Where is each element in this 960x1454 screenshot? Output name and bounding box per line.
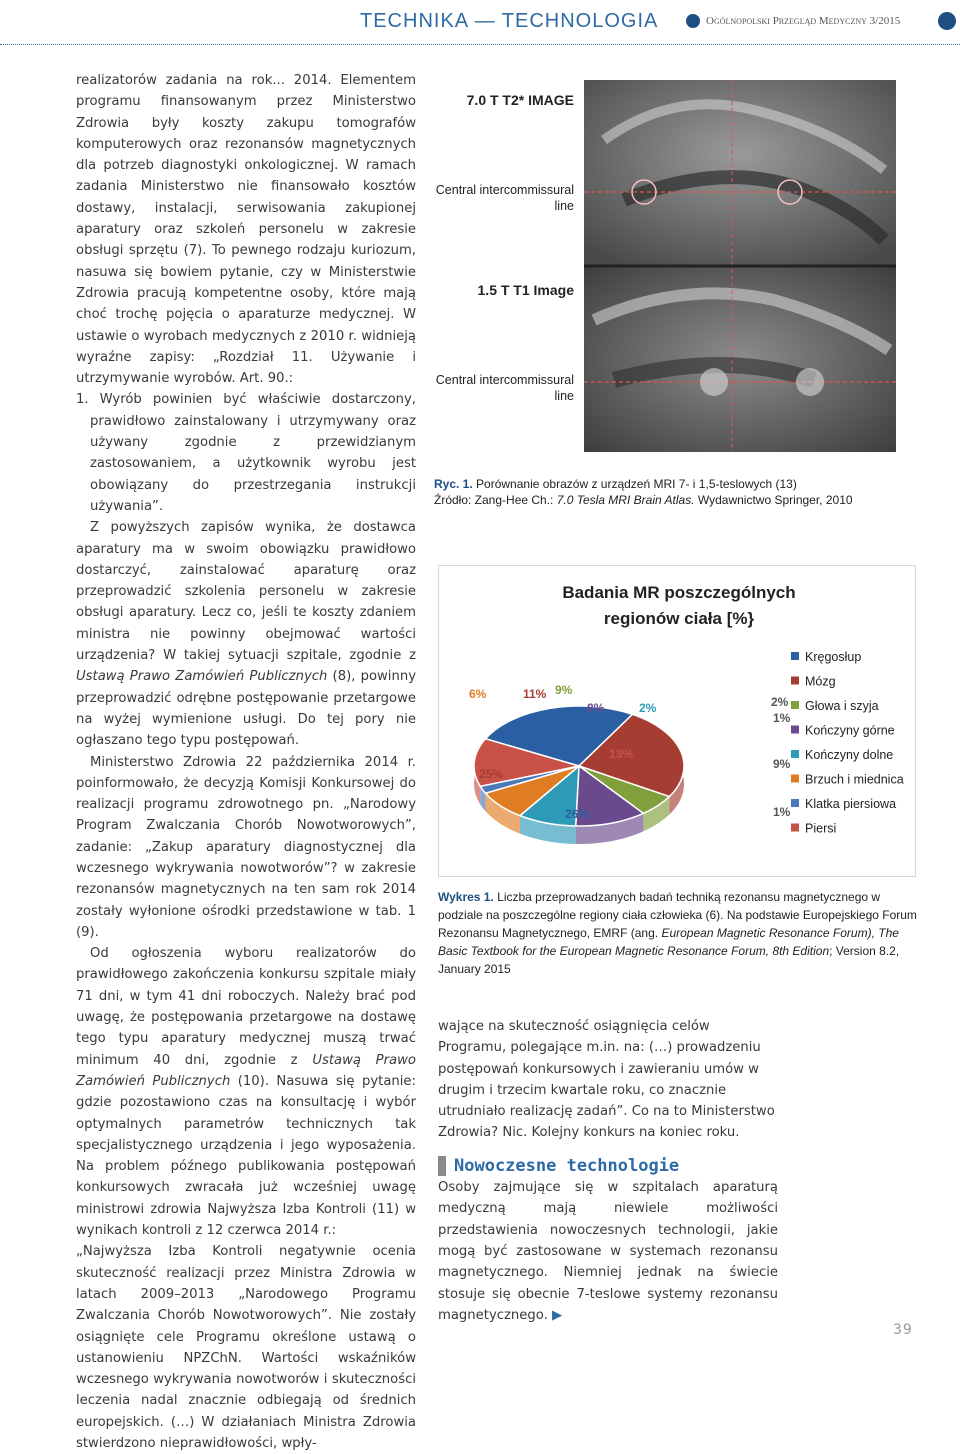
legend-label: Kręgosłup — [805, 650, 862, 664]
legend-label: Kończyny dolne — [805, 748, 894, 762]
paragraph: realizatorów zadania na rok... 2014. Elementem programu finansowanym przez Ministerstwo Zdrowia były koszty zakupu tomografów komputerowych oraz rezonansów magnetycznych dla potrzeb diagnostyki onkologicznej. W ramach zadania Ministerstwo nie finansowało kosztów dostawy, instalacji, serwisowania zakupionej aparatury oraz szkoleń personelu w zakresie obsługi sprzętu (7). To pewnego rodzaju kuriozum, nasuwa się bowiem pytanie, czy w Ministerstwie Zdrowia pracują kompetentne osoby, które mają choć trochę pojęcia o aparaturze medycznej. W ustawie o wyrobach medycznych z 2010 r. widnieją wyraźne zapisy: „Rozdział 11. Używanie i utrzymywanie wyrobów. Art. 90.: — [76, 73, 416, 387]
page-header — [0, 0, 960, 46]
legend-label: Piersi — [805, 821, 837, 836]
data-label: 1% — [773, 805, 791, 819]
paragraph: wające na skuteczność osiągnięcia celów Programu, polegające m.in. na: (…) prowadzeniu postępowań konkursowych i zawieraniu umów w drugim i trzecim kwartale roku, co znacznie utrudniało realizację zadań”. Co na to Ministerstwo Zdrowia? Nic. Kolejny konkurs na koniec roku. — [438, 1019, 775, 1141]
data-label: 9% — [555, 683, 573, 697]
quote-item: 1. Wyrób powinien być właściwie dostarczony, prawidłowo zainstalowany i utrzymywany oraz używany zgodnie z przewidzianym zastosowaniem, a użytkownik wyrobu jest obowiązany do przestrzegania instrukcji używania”. — [76, 392, 416, 514]
paragraph: „Najwyższa Izba Kontroli negatywnie ocenia skuteczność realizacji przez Ministra Zdrowia w latach 2009–2013 „Narodowego Programu Zwalczania Chorób Nowotworowych”. Nie zostały osiągnięte cele Programu określone ustawą o ustanowieniu NPZChN. Wartości wskaźników wczesnego wykrywania nowotworów i skuteczności leczenia nadal znacznie odbiegają od średnich europejskich. (…) W działaniach Ministra Zdrowia stwierdzono nieprawidłowości, wpły- — [76, 1244, 416, 1451]
circle-icon — [938, 12, 956, 30]
left-column — [76, 70, 416, 1454]
chart-title: Badania MR poszczególnych — [562, 583, 796, 602]
legend-label: Brzuch i miednica — [805, 772, 904, 787]
figure-caption: Ryc. 1. Porównanie obrazów z urządzeń MRI 7- i 1,5-teslowych (13) Źródło: Zang-Hee Ch.: 7.0 Tesla MRI Brain Atlas. Wydawnictwo Springer, 2010 — [434, 477, 853, 507]
mri-labels — [434, 80, 574, 460]
legend-swatch — [791, 824, 799, 832]
legend-swatch — [791, 677, 799, 685]
label-central-bottom: Central intercommissural line — [435, 373, 574, 403]
legend-swatch — [791, 701, 799, 709]
paragraph: Od ogłoszenia wyboru realizatorów do prawidłowego zakończenia konkursu szpitale miały 71 dni, w tym 41 dni roboczych. Należy brać pod uwagę, że postępowania przetargowe na dostawę tego typu aparatury medycznej muszą trwać minimum 40 dni, zgodnie z Ustawą Prawo Zamówień Publicznych (10). Nasuwa się pytanie: gdzie pozostawiono czas na konsultację i wybór optymalnych parametrów technicznych tak specjalistycznego urządzenia i jego wyposażenia. Na problem późnego publikowania postępowań konkursowych zwracała już wcześniej uwagę ministrowi zdrowia Najwyższa Izba Kontroli (11) w wynikach kontroli z 12 czerwca 2014 r.: — [76, 946, 416, 1239]
mri-figure — [434, 80, 922, 552]
right-column — [438, 1016, 778, 1326]
data-label: 26% — [565, 807, 590, 821]
paragraph: Osoby zajmujące się w szpitalach aparaturą medyczną mają niewiele możliwości przedstawienia nowoczesnych technologii, jakie mogą być zastosowane w systemach rezonansu magnetycznego. Niemniej jednak na świecie stosuje się obecnie 7-teslowe systemy rezonansu magnetycznego. ▶ — [438, 1180, 778, 1323]
section-title: Nowoczesne technologie — [438, 1156, 778, 1177]
legend-label: Klatka piersiowa — [805, 797, 897, 811]
legend-swatch — [791, 652, 799, 660]
data-label: 25% — [479, 767, 504, 781]
chart-title: regionów ciała [%} — [603, 609, 755, 628]
legend-swatch — [791, 775, 799, 783]
data-label: 2% — [639, 701, 657, 715]
arrow-icon: ▶ — [552, 1307, 563, 1323]
legend-swatch — [791, 799, 799, 807]
paragraph: Z powyższych zapisów wynika, że dostawca aparatury ma w swoim obowiązku prawidłowo dostarczyć, zainstalować aparaturę oraz przeprowadzić szkolenia personelu w zakresie obsługi aparatury. Lecz co, jeśli te koszty zdaniem ministra nie powinny obejmować wartości urządzenia? W takiej sytuacji szpitale, zgodnie z Ustawą Prawo Zamówień Publicznych (8), powinny przeprowadzić odrębne postępowanie przetargowe na wyżej wymienione usługi. Do tej pory nie ogłaszano tego typu postępowań. — [76, 520, 416, 749]
data-label: 2% — [771, 695, 789, 709]
legend-label: Mózg — [805, 674, 836, 689]
pie-chart — [438, 565, 916, 877]
paragraph: Ministerstwo Zdrowia 22 października 2014 r. poinformowało, że decyzją Komisji Konkursowej do realizacji programu zdrowotnego pn. „Narodowy Program Zwalczania Chorób Nowotworowych”, zadanie: „Zakup aparatury diagnostycznej dla wczesnego wykrywania nowotworów”? w zakresie rezonansów magnetycznych na ten sam rok 2014 zostały wyłonione ośrodki przedstawione w tab. 1 (9). — [76, 754, 416, 940]
label-15t: 1.5 T T1 Image — [477, 282, 574, 298]
data-label: 1% — [773, 711, 791, 725]
label-central-top: Central intercommissural line — [435, 183, 574, 213]
bullet-icon — [686, 14, 700, 28]
journal-name: Ogólnopolski Przegląd Medyczny 3/2015 — [706, 15, 901, 27]
label-7t: 7.0 T T2* IMAGE — [466, 92, 574, 108]
page-number: 39 — [893, 1322, 913, 1338]
legend-label: Głowa i szyja — [805, 699, 879, 713]
mri-scan-image — [584, 80, 896, 452]
data-label: 8% — [587, 701, 605, 715]
data-label: 11% — [523, 687, 547, 701]
section-bar-icon — [438, 1156, 446, 1176]
legend-swatch — [791, 750, 799, 758]
data-label: 6% — [469, 687, 487, 701]
legend-swatch — [791, 726, 799, 734]
data-label: 13% — [609, 747, 634, 761]
data-label: 9% — [773, 757, 791, 771]
section-heading: TECHNIKA — TECHNOLOGIA — [360, 10, 659, 32]
header-divider — [0, 44, 960, 45]
chart-caption: Wykres 1. Liczba przeprowadzanych badań techniką rezonansu magnetycznego w podziale na poszczególne regiony ciała człowieka (6). Na podstawie Europejskiego Forum Rezonansu Magnetycznego, EMRF (ang. European Magnetic Resonance Forum), The Basic Textbook for the European Magnetic Resonance Forum, 8th Edition; Version 8.2, January 2015 — [438, 890, 917, 976]
legend-label: Kończyny górne — [805, 723, 895, 738]
